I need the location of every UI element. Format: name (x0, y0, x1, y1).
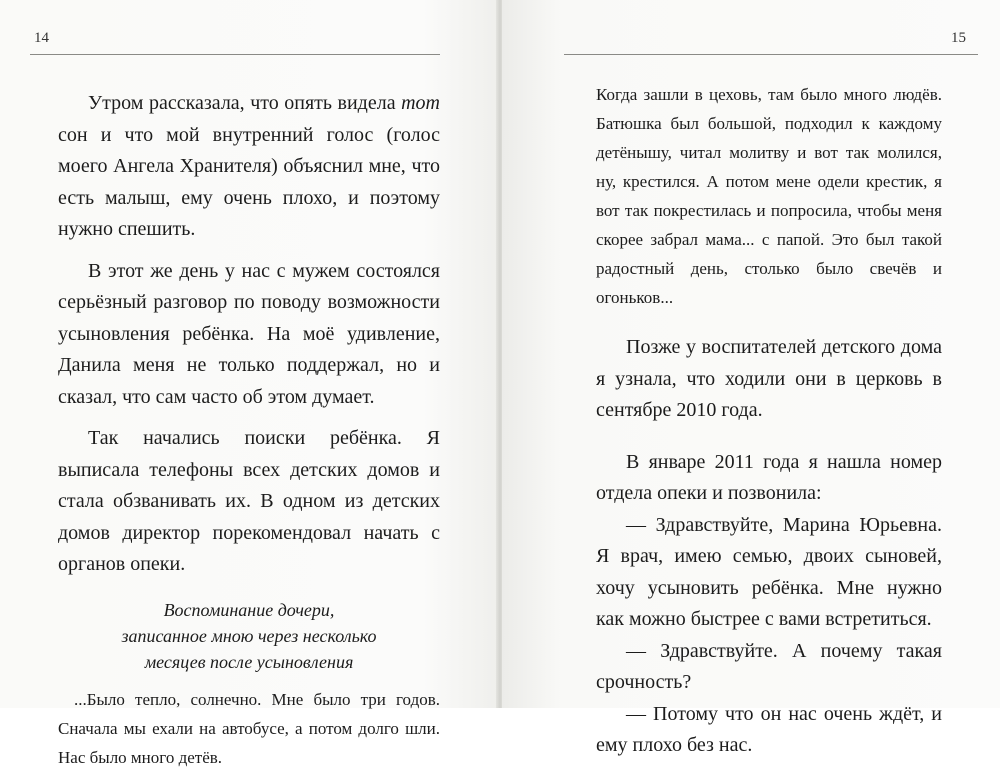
recollection-text-left: ...Было тепло, солнечно. Мне было три годов. Сначала мы ехали на автобусе, а потом долго шли. Нас было много детёв. (58, 689, 440, 767)
dialogue-line-2: — Здравствуйте. А почему такая срочность? (596, 639, 942, 693)
caption-line-1: Воспоминание дочери, (163, 599, 335, 620)
left-page (0, 0, 498, 767)
page-number-left: 14 (34, 30, 49, 46)
header-rule-left (30, 54, 440, 55)
left-page-text (58, 88, 440, 772)
right-page (502, 0, 1000, 756)
paragraph-dream (58, 88, 440, 246)
paragraph-dream-end: сон и что мой внутренний голос (голос моего Ангела Хранителя) объяснил мне, что есть малыш, ему очень плохо, и поэтому нужно спешить. (58, 123, 440, 240)
dialogue-line-3: — Потому что он нас очень ждёт, и ему плохо без нас. (596, 702, 942, 756)
paragraph-conversation: В этот же день у нас с мужем состоялся серьёзный разговор по поводу возможности усыновления ребёнка. На моё удивление, Данила меня не только поддержал, но и сказал, что сам часто об этом думает. (58, 259, 440, 408)
paragraph-phone-call: В январе 2011 года я нашла номер отдела опеки и позвонила: (596, 450, 942, 504)
paragraph-dream-start: Утром рассказала, что опять видела (88, 92, 402, 114)
recollection-text-right: Когда зашли в цеховь, там было много людёв. Батюшка был большой, подходил к каждому детёнышу, читал молитву и вот так молился, ну, крестился. А потом мене одели крестик, я вот так покрестилась и попросила, чтобы меня скорее забрал мама... с папой. Это был такой радостный день, столько было свечёв и огоньков... (596, 85, 942, 307)
paragraph-search: Так начались поиски ребёнка. Я выписала телефоны всех детских домов и стала обзванивать их. В одном из детских домов директор порекомендовал начать с органов опеки. (58, 427, 440, 575)
caption-line-2: записанное мною через несколько (121, 625, 377, 646)
italic-word: тот (401, 92, 440, 114)
page-number-right: 15 (951, 30, 966, 46)
dialogue-line-1: — Здравствуйте, Марина Юрьевна. Я врач, имею семью, двоих сыновей, хочу усыновить ребёнка. Мне нужно как можно быстрее с вами встретиться. (596, 513, 942, 630)
header-rule-right (564, 54, 978, 55)
caption-line-3: месяцев после усыновления (144, 651, 354, 672)
recollection-caption (58, 597, 440, 675)
paragraph-church-date: Позже у воспитателей детского дома я узнала, что ходили они в церковь в сентябре 2010 года. (596, 336, 942, 421)
right-page-text (596, 80, 942, 762)
